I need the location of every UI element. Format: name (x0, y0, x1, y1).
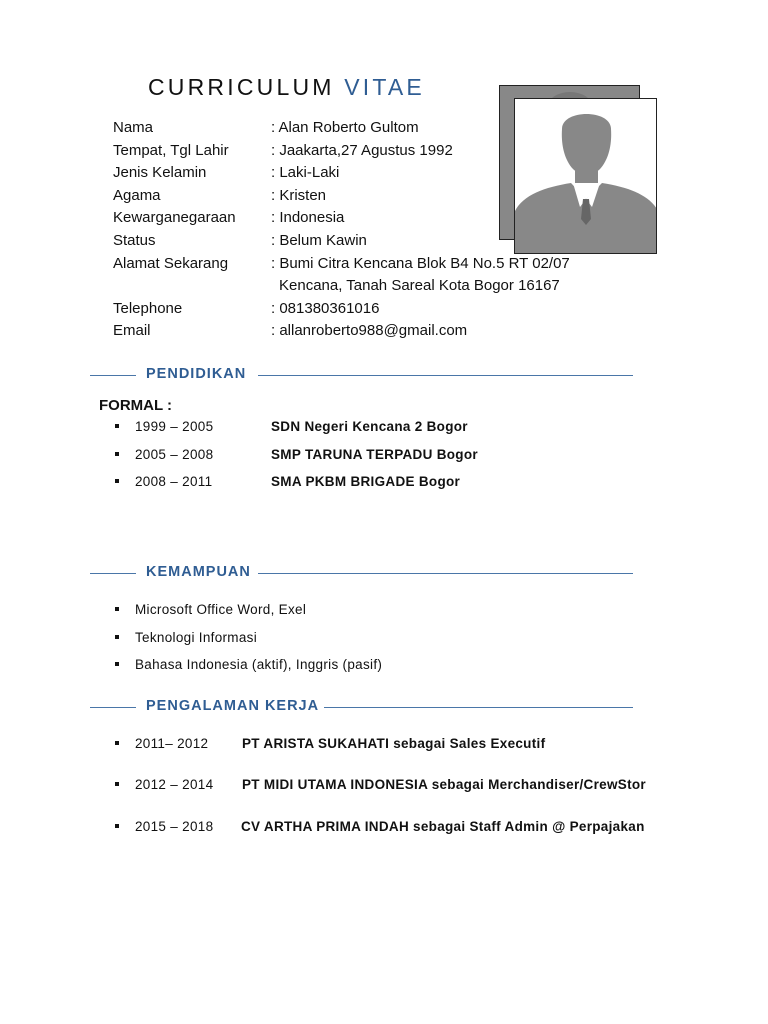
skill-text: Microsoft Office Word, Exel (135, 602, 307, 617)
education-school: SDN Negeri Kencana 2 Bogor (271, 419, 468, 434)
info-label: Status (113, 231, 156, 249)
section-rule (90, 573, 136, 574)
formal-label: FORMAL : (99, 397, 173, 414)
bullet-icon (115, 741, 119, 745)
experience-years: 2015 – 2018 (135, 819, 214, 834)
bullet-icon (115, 782, 119, 786)
section-kemampuan (90, 563, 633, 583)
info-label: Nama (113, 119, 154, 136)
person-silhouette-icon (515, 99, 657, 254)
bullet-icon (115, 607, 119, 611)
skill-text: Bahasa Indonesia (aktif), Inggris (pasif) (135, 657, 383, 672)
info-value: : Alan Roberto Gultom (271, 119, 419, 136)
title-word-1: CURRICULUM (148, 74, 335, 100)
info-label: Kewarganegaraan (113, 209, 236, 227)
info-label: Email (113, 322, 151, 340)
section-title: KEMAMPUAN (141, 564, 256, 580)
experience-desc: CV ARTHA PRIMA INDAH sebagai Staff Admin @ Perpajakan (241, 819, 645, 834)
skill-text: Teknologi Informasi (135, 630, 258, 645)
education-school: SMA PKBM BRIGADE Bogor (271, 474, 461, 489)
info-value: : 081380361016 (271, 299, 380, 317)
bullet-icon (115, 635, 119, 639)
section-rule (316, 707, 633, 708)
info-value: : Belum Kawin (271, 231, 367, 249)
education-years: 1999 – 2005 (135, 419, 214, 434)
bullet-icon (115, 479, 119, 483)
experience-years: 2011– 2012 (135, 736, 209, 751)
section-title: PENDIDIKAN (141, 366, 251, 382)
info-label: Telephone (113, 299, 183, 317)
profile-photo (514, 98, 657, 254)
info-label: Agama (113, 186, 161, 204)
info-value: : Bumi Citra Kencana Blok B4 No.5 RT 02/07 (271, 254, 570, 272)
info-label: Tempat, Tgl Lahir (113, 141, 229, 159)
info-value: : Indonesia (271, 209, 345, 227)
bullet-icon (115, 452, 119, 456)
bullet-icon (115, 824, 119, 828)
info-label: Alamat Sekarang (113, 254, 229, 272)
bullet-icon (115, 662, 119, 666)
info-value: : Laki-Laki (271, 164, 340, 182)
section-title: PENGALAMAN KERJA (141, 698, 324, 714)
section-rule (258, 375, 633, 376)
info-value: : Kristen (271, 186, 327, 204)
education-school: SMP TARUNA TERPADU Bogor (271, 447, 478, 462)
section-rule (90, 707, 136, 708)
info-value: : Jaakarta,27 Agustus 1992 (271, 141, 453, 159)
section-pengalaman (90, 697, 633, 717)
bullet-icon (115, 424, 119, 428)
experience-desc: PT MIDI UTAMA INDONESIA sebagai Merchandiser/CrewStor (242, 777, 646, 792)
info-value: : allanroberto988@gmail.com (271, 322, 468, 340)
section-rule (90, 375, 136, 376)
section-pendidikan (90, 365, 633, 385)
title-word-2: VITAE (344, 74, 425, 100)
experience-desc: PT ARISTA SUKAHATI sebagai Sales Executif (242, 736, 546, 751)
section-rule (258, 573, 633, 574)
experience-years: 2012 – 2014 (135, 777, 214, 792)
page-title (148, 74, 425, 101)
info-value: Kencana, Tanah Sareal Kota Bogor 16167 (279, 277, 560, 295)
education-years: 2008 – 2011 (135, 474, 213, 489)
info-label: Jenis Kelamin (113, 164, 207, 182)
education-years: 2005 – 2008 (135, 447, 214, 462)
